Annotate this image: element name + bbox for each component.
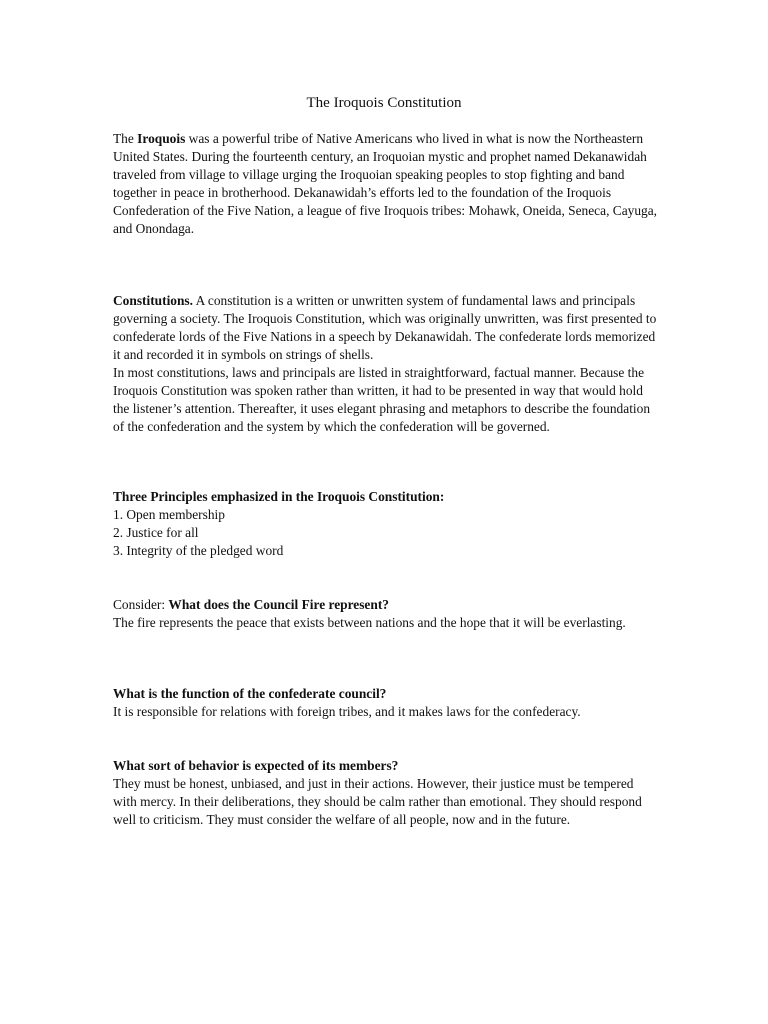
- behavior-section: [113, 757, 658, 829]
- principles-heading-text: Three Principles emphasized in the Iroquois Constitution:: [113, 489, 445, 504]
- council-section: [113, 685, 658, 721]
- council-fire-question-line: [113, 596, 658, 614]
- constitutions-body-2: In most constitutions, laws and principals are listed in straightforward, factual manner. Because the Iroquois Constitution was spoken rather than written, it had to be presented in way that would hold the listener’s attention. Thereafter, it uses elegant phrasing and metaphors to describe the foundation of the confederation and the system by which the confederation will be governed.: [113, 365, 651, 434]
- behavior-question-line: [113, 757, 658, 775]
- council-fire-section: [113, 596, 658, 632]
- behavior-question: What sort of behavior is expected of its members?: [113, 758, 399, 773]
- council-answer: It is responsible for relations with foreign tribes, and it makes laws for the confederacy.: [113, 704, 581, 719]
- constitutions-body-1: A constitution is a written or unwritten system of fundamental laws and principals governing a society. The Iroquois Constitution, which was originally unwritten, was first presented to confederate lords of the Five Nations in a speech by Dekanawidah. The confederate lords memorized it and recorded it in symbols on strings of shells.: [113, 293, 657, 362]
- constitutions-section: [113, 292, 658, 436]
- council-question: What is the function of the confederate council?: [113, 686, 387, 701]
- intro-text: [113, 130, 658, 238]
- list-item: 3. Integrity of the pledged word: [113, 543, 284, 558]
- principles-heading: [113, 488, 658, 506]
- intro-body: was a powerful tribe of Native Americans who lived in what is now the Northeastern United States. During the fourteenth century, an Iroquoian mystic and prophet named Dekanawidah traveled from village to village urging the Iroquoian speaking peoples to stop fighting and band together in peace in brotherhood. Dekanawidah’s efforts led to the foundation of the Iroquois Confederation of the Five Nation, a league of five Iroquois tribes: Mohawk, Oneida, Seneca, Cayuga, and Onondaga.: [113, 131, 658, 236]
- behavior-answer: They must be honest, unbiased, and just in their actions. However, their justice must be tempered with mercy. In their deliberations, they should be calm rather than emotional. They should respond well to criticism. They must consider the welfare of all people, now and in the future.: [113, 776, 642, 827]
- intro-paragraph: [113, 130, 658, 238]
- constitutions-heading: Constitutions.: [113, 293, 193, 308]
- council-question-line: [113, 685, 658, 703]
- council-fire-answer: The fire represents the peace that exists between nations and the hope that it will be everlasting.: [113, 615, 626, 630]
- intro-lead: The: [113, 131, 138, 146]
- list-item: 2. Justice for all: [113, 525, 199, 540]
- list-item: 1. Open membership: [113, 507, 225, 522]
- constitutions-text-1: [113, 292, 658, 364]
- principles-section: [113, 488, 658, 560]
- page-title: The Iroquois Constitution: [306, 95, 462, 111]
- intro-bold-term: Iroquois: [137, 131, 186, 146]
- consider-label: Consider:: [113, 597, 169, 612]
- council-fire-question: What does the Council Fire represent?: [168, 597, 389, 612]
